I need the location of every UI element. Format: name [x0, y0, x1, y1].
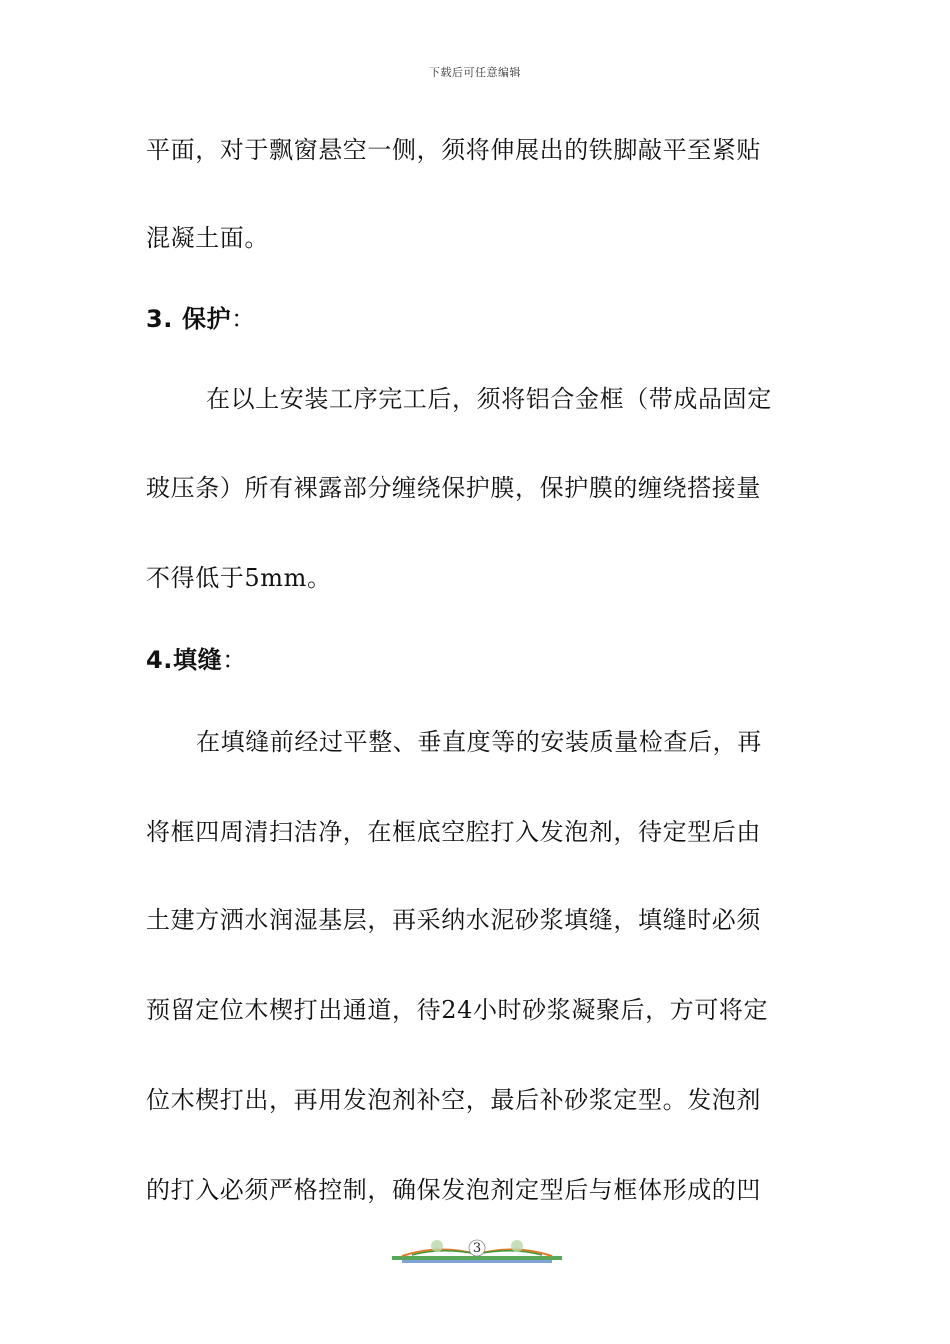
body-line-5: 不得低于5mm。	[146, 564, 332, 592]
page-header: 下载后可任意编辑	[429, 66, 521, 79]
body-line-11: 的打入必须严格控制，确保发泡剂定型后与框体形成的凹	[146, 1176, 761, 1204]
body-line-10: 位木楔打出，再用发泡剂补空，最后补砂浆定型。发泡剂	[146, 1086, 761, 1114]
body-line-8: 土建方洒水润湿基层，再采纳水泥砂浆填缝，填缝时必须	[146, 906, 761, 934]
heading-4-sep: ：	[222, 646, 247, 674]
body-line-1: 平面，对于飘窗悬空一侧，须将伸展出的铁脚敲平至紧贴	[146, 136, 761, 164]
body-line-6: 在填缝前经过平整、垂直度等的安装质量检查后，再	[196, 728, 762, 756]
page-footer-ornament	[392, 1236, 562, 1266]
body-line-3: 在以上安装工序完工后，须将铝合金框（带成品固定	[206, 385, 772, 413]
section-heading-4	[146, 645, 247, 675]
body-line-4: 玻压条）所有裸露部分缠绕保护膜，保护膜的缠绕搭接量	[146, 474, 761, 502]
heading-4-text: 4.填缝	[146, 646, 223, 674]
heading-3-text: 3. 保护	[146, 305, 232, 333]
heading-3-sep: ：	[231, 305, 256, 333]
page-number: 3	[472, 1241, 482, 1256]
body-line-7: 将框四周清扫洁净，在框底空腔打入发泡剂，待定型后由	[146, 818, 761, 846]
section-heading-3	[146, 304, 256, 334]
body-line-9: 预留定位木楔打出通道，待24小时砂浆凝聚后，方可将定	[146, 996, 769, 1024]
body-line-2: 混凝土面。	[146, 224, 269, 252]
